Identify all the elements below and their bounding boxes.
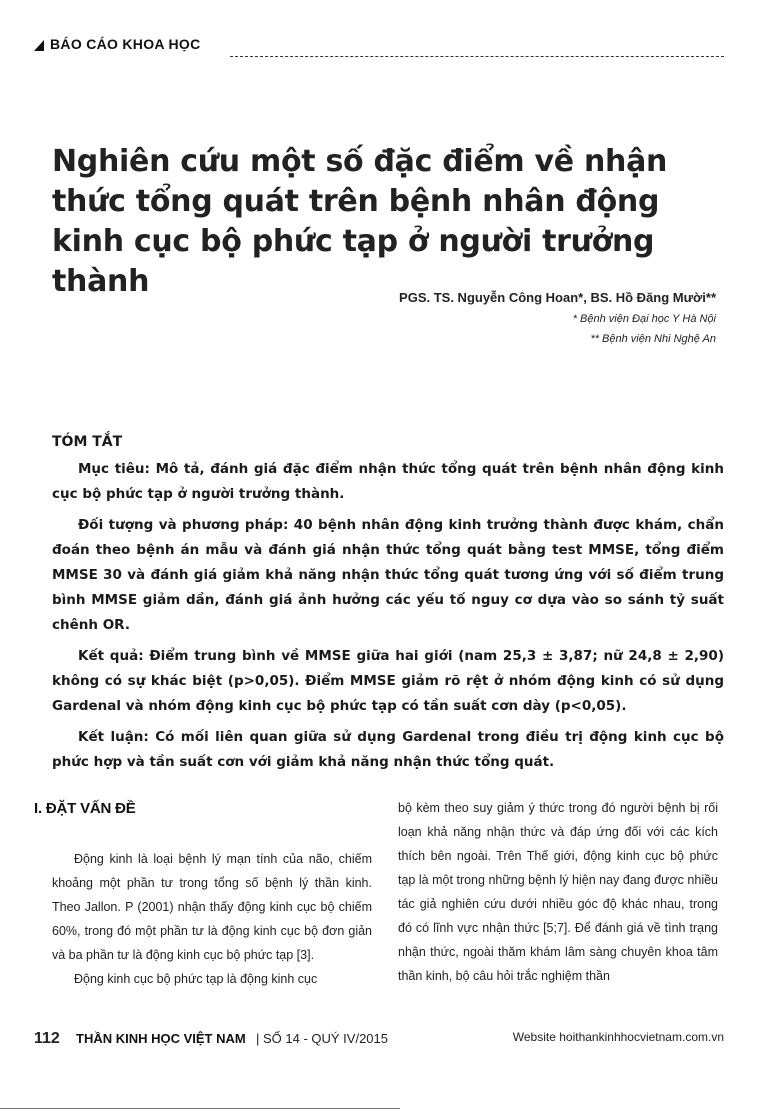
abstract-label: Kết luận:: [78, 729, 149, 745]
abstract-text: Mô tả, đánh giá đặc điểm nhận thức tổng quát trên bệnh nhân động kinh cục bộ phức tạp ở người trưởng thành.: [52, 461, 724, 502]
website-link[interactable]: Website hoithankinhhocvietnam.com.vn: [512, 1030, 724, 1044]
author-block: [399, 290, 716, 345]
abstract-text: Có mối liên quan giữa sử dụng Gardenal trong điều trị động kinh cục bộ phức hợp và tần suất cơn với giảm khả năng nhận thức tổng quát.: [52, 729, 724, 770]
abstract-text: 40 bệnh nhân động kinh trưởng thành được khám, chẩn đoán theo bệnh án mẫu và đánh giá nhận thức tổng quát bằng test MMSE, tổng điểm MMSE 30 và đánh giá giảm khả năng nhận thức tổng quát tương ứng với số điểm trung bình MMSE giảm dần, đánh giá ảnh hưởng các yếu tố nguy cơ dựa vào so sánh tỷ suất chênh OR.: [52, 517, 724, 633]
section-heading: I. ĐẶT VẤN ĐỀ: [34, 800, 136, 817]
running-header: [34, 34, 724, 62]
abstract-heading: TÓM TẮT: [52, 434, 123, 450]
abstract-text: Điểm trung bình về MMSE giữa hai giới (nam 25,3 ± 3,87; nữ 24,8 ± 2,90) không có sự khác biệt (p>0,05). Điểm MMSE giảm rõ rệt ở nhóm động kinh có sử dụng Gardenal và nhóm động kinh cục bộ phức tạp có tần suất cơn dày (p<0,05).: [52, 648, 724, 714]
abstract-label: Đối tượng và phương pháp:: [78, 517, 289, 533]
page-footer: [34, 1030, 724, 1060]
header-divider: [230, 56, 724, 57]
affiliation-2: ** Bệnh viện Nhi Nghệ An: [590, 333, 716, 345]
abstract: [52, 430, 724, 781]
author-names: PGS. TS. Nguyễn Công Hoan*, BS. Hồ Đăng Mười**: [399, 290, 716, 305]
abstract-objective: [52, 457, 724, 507]
page-number: 112: [34, 1030, 60, 1047]
body-paragraph: Động kinh là loại bệnh lý mạn tính của não, chiếm khoảng một phần tư trong tổng số bệnh lý thần kinh. Theo Jallon. P (2001) nhận thấy động kinh cục bộ chiếm 60%, trong đó một phần tư là động kinh cục bộ đơn giản và ba phần tư là động kinh cục bộ phức tạp [3].: [52, 852, 372, 962]
triangle-marker-icon: [34, 40, 44, 51]
abstract-label: Kết quả:: [78, 648, 144, 664]
abstract-results: [52, 644, 724, 719]
body-column-left: [52, 847, 372, 991]
body-column-right: [398, 796, 718, 988]
abstract-methods: [52, 513, 724, 638]
affiliation-1: * Bệnh viện Đại học Y Hà Nội: [572, 313, 716, 325]
article-title: Nghiên cứu một số đặc điểm về nhận thức tổng quát trên bệnh nhân động kinh cục bộ phức tạp ở người trưởng thành: [52, 144, 668, 299]
section-label: BÁO CÁO KHOA HỌC: [50, 36, 201, 52]
body-paragraph: Động kinh cục bộ phức tạp là động kinh cục: [74, 972, 318, 986]
body-paragraph: bộ kèm theo suy giảm ý thức trong đó người bệnh bị rối loạn khả năng nhận thức và đáp ứng đối với các kích thích bên ngoài. Trên Thế giới, động kinh cục bộ phức tạp là một trong những bệnh lý hiện nay đang được nhiều tác giả nghiên cứu dưới nhiều góc độ khác nhau, trong đó có lĩnh vực nhận thức [5;7]. Để đánh giá về tình trạng nhận thức, ngoài thăm khám lâm sàng chuyên khoa tâm thần kinh, bộ câu hỏi trắc nghiệm thần: [398, 801, 718, 983]
bottom-divider: [0, 1108, 400, 1109]
abstract-label: Mục tiêu:: [78, 461, 150, 477]
abstract-conclusion: [52, 725, 724, 775]
journal-name: THẦN KINH HỌC VIỆT NAM: [76, 1031, 246, 1046]
journal-issue: | SỐ 14 - QUÝ IV/2015: [256, 1031, 388, 1046]
